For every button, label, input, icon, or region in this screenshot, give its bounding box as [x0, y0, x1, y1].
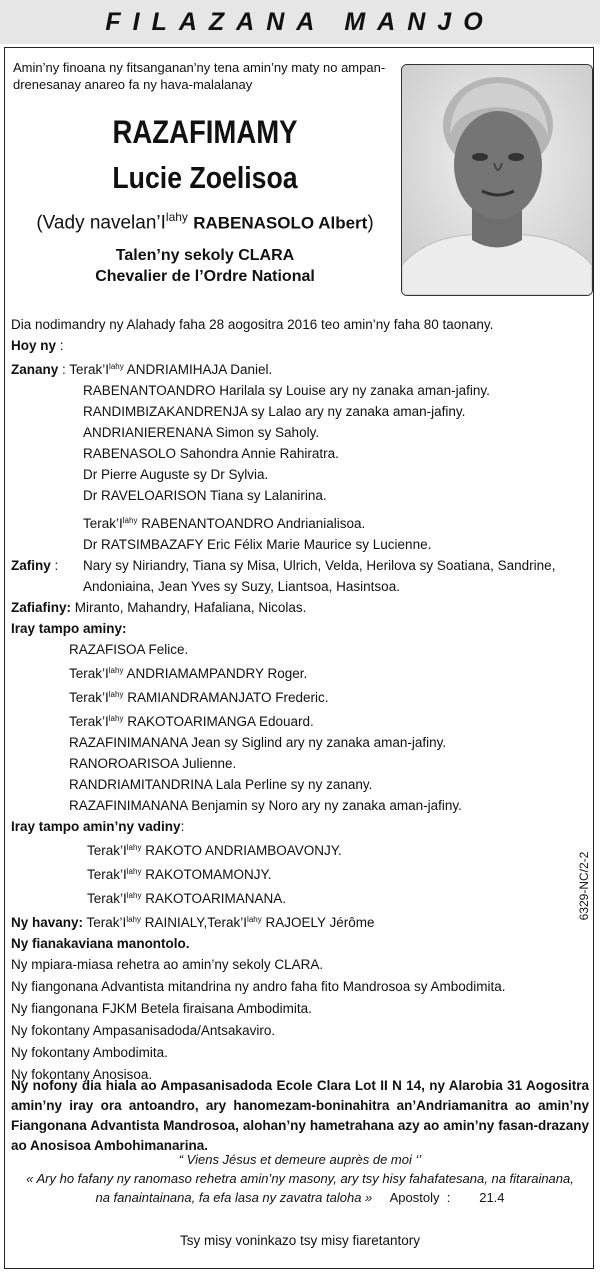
lahy-sup: lahy — [108, 666, 124, 675]
portrait-photo — [401, 64, 593, 296]
other-line: Ny fiangonana FJKM Betela firaisana Ambodimita. — [11, 1001, 312, 1016]
hoy-ny-label: Hoy ny — [11, 338, 57, 353]
vadiny-line — [11, 837, 591, 861]
iray-tampo-prefix: Terak’I — [69, 666, 109, 681]
lahy-sup: lahy — [126, 891, 142, 900]
vadiny-text: RAKOTOARIMANANA. — [141, 891, 286, 906]
header-bar — [0, 0, 600, 44]
death-notice: Dia nodimandry ny Alahady faha 28 aogositra 2016 teo amin’ny faha 80 taonany. — [11, 317, 494, 332]
iray-tampo-line — [11, 732, 591, 753]
lahy-sup: lahy — [122, 516, 138, 525]
vadiny-line — [11, 861, 591, 885]
vadiny-prefix: Terak’I — [87, 843, 127, 858]
iray-tampo-line — [11, 660, 591, 684]
quote-line-3 — [5, 1188, 595, 1207]
notice-body — [11, 314, 591, 1086]
vadiny-prefix: Terak’I — [87, 891, 127, 906]
iray-tampo-aminy-label: Iray tampo aminy: — [11, 621, 127, 636]
iray-tampo-line — [11, 684, 591, 708]
spouse-suffix: ) — [367, 212, 374, 234]
zanany-extra-line: Dr RATSIMBAZAFY Eric Félix Marie Maurice sy Lucienne. — [83, 537, 432, 552]
ny-fianakaviana: Ny fianakaviana manontolo. — [11, 936, 190, 951]
zanany-label: Zanany — [11, 362, 59, 377]
spouse-line — [5, 210, 405, 234]
iray-tampo-vadiny-label-line — [11, 816, 591, 837]
iray-tampo-text: RANDRIAMITANDRINA Lala Perline sy ny zanany. — [69, 777, 373, 792]
zanany-first-text: ANDRIAMIHAJA Daniel. — [123, 362, 273, 377]
ny-havany-label: Ny havany: — [11, 915, 84, 930]
iray-tampo-text: RANOROARISOA Julienne. — [69, 756, 237, 771]
other-line: Ny mpiara-miasa rehetra ao amin’ny sekoly CLARA. — [11, 957, 324, 972]
lahy-sup: lahy — [247, 915, 262, 924]
zanany-line: RABENASOLO Sahondra Annie Rahiratra. — [83, 446, 339, 461]
page-title: FILAZANA MANJO — [105, 7, 495, 36]
deceased-surname: RAZAFIMAMY — [112, 114, 298, 150]
zanany-line: RANDIMBIZAKANDRENJA sy Lalao ary ny zanaka aman-jafiny. — [83, 404, 466, 419]
deceased-titles — [5, 245, 405, 287]
iray-tampo-vadiny-label: Iray tampo amin’ny vadiny — [11, 819, 181, 834]
zafiny-colon: : — [50, 558, 59, 573]
havany-text: RAINIALY, — [141, 915, 208, 930]
iray-tampo-line — [11, 708, 591, 732]
spouse-name: RABENASOLO Albert — [193, 213, 368, 233]
iray-tampo-text: RAMIANDRAMANJATO Frederic. — [123, 690, 329, 705]
quote-line-2: « Ary ho fafany ny ranomaso rehetra amin’ny masony, ary tsy hisy fahafatesana, na fitarainana, — [26, 1171, 574, 1186]
reference-code-wrap — [574, 826, 594, 946]
zafiafiny-line — [11, 597, 591, 618]
vadiny-text: RAKOTOMAMONJY. — [141, 867, 272, 882]
other-line: Ny fokontany Ambodimita. — [11, 1045, 168, 1060]
iray-tampo-line — [11, 639, 591, 660]
zanany-line: Dr RAVELOARISON Tiana sy Lalanirina. — [83, 488, 327, 503]
iray-tampo-text: RAZAFINIMANANA Jean sy Siglind ary ny zanaka aman-jafiny. — [69, 735, 447, 750]
iray-tampo-vadiny-colon: : — [180, 819, 185, 834]
other-line: Ny fiangonana Advantista mitandrina ny andro faha fito Mandrosoa sy Ambodimita. — [11, 979, 506, 994]
title-school: Talen’ny sekoly CLARA — [115, 247, 295, 264]
lahy-sup: lahy — [126, 915, 141, 924]
zafiny-label: Zafiny — [11, 558, 51, 573]
iray-tampo-line — [11, 795, 591, 816]
zanany-extra-text: RABENANTOANDRO Andrianialisoa. — [137, 516, 366, 531]
zanany-first-prefix: Terak’I — [69, 362, 110, 377]
iray-tampo-prefix: Terak’I — [69, 690, 109, 705]
vadiny-prefix: Terak’I — [87, 867, 127, 882]
iray-tampo-line — [11, 774, 591, 795]
vadiny-line — [11, 885, 591, 909]
zanany-extra-prefix: Terak’I — [83, 516, 123, 531]
quote-line-3-text: na fanaintainana, fa efa lasa ny zavatra taloha » — [95, 1190, 373, 1205]
iray-tampo-prefix: Terak’I — [69, 714, 109, 729]
other-line: Ny fokontany Anosisoa. — [11, 1067, 153, 1082]
other-line: Ny fokontany Ampasanisadoda/Antsakaviro. — [11, 1023, 276, 1038]
ny-fianakaviana-line — [11, 933, 591, 954]
zanany-colon: : — [58, 362, 70, 377]
zanany-line: RABENANTOANDRO Harilala sy Louise ary ny zanaka aman-jafiny. — [83, 383, 490, 398]
quote-line-1: “ Viens Jésus et demeure auprès de moi ‘’ — [178, 1152, 422, 1167]
lahy-sup: lahy — [126, 843, 142, 852]
lahy-sup: lahy — [108, 690, 124, 699]
zafiafiny-text: Miranto, Mahandry, Hafaliana, Nicolas. — [71, 600, 307, 615]
havany-text: RAJOELY Jérôme — [261, 915, 375, 930]
deceased-given-names: Lucie Zoelisoa — [112, 160, 298, 195]
reference-code: 6329-NC/2-2 — [577, 851, 591, 921]
zanany-line: Dr Pierre Auguste sy Dr Sylvia. — [83, 467, 269, 482]
notice-frame — [4, 47, 594, 1269]
iray-tampo-text: RAZAFINIMANANA Benjamin sy Noro ary ny zanaka aman-jafiny. — [69, 798, 462, 813]
havany-prefix: Terak’I — [207, 915, 248, 930]
iray-tampo-text: RAKOTOARIMANGA Edouard. — [123, 714, 314, 729]
title-order: Chevalier de l’Ordre National — [95, 268, 315, 285]
hoy-ny-line — [11, 335, 591, 356]
iray-tampo-text: ANDRIAMAMPANDRY Roger. — [123, 666, 308, 681]
zanany-first-line — [11, 356, 591, 380]
portrait-image — [402, 65, 592, 295]
iray-tampo-aminy-label-line — [11, 618, 591, 639]
zafiny-label-wrap — [11, 555, 83, 597]
intro-text: Amin’ny finoana ny fitsanganan’ny tena amin’ny maty no ampan-drenesanay anareo fa ny hava-malalanay — [13, 60, 386, 92]
havany-prefix: Terak’I — [83, 915, 127, 930]
hoy-ny-colon: : — [56, 338, 64, 353]
lahy-sup: lahy — [108, 714, 124, 723]
ceremony-text: Ny nofony dia hiala ao Ampasanisadoda Ecole Clara Lot II N 14, ny Alarobia 31 Aogositra amin’ny iray ora antoandro, ary hanomezam-boninahitra an’Andriamanitra ao amin’ny Fiangonana Advantista Mandrosoa, alohan’ny hametrahana azy ao amin’ny fasan-drazany ao Anosisoa Ambohimanarina. — [11, 1078, 589, 1153]
zafiny-text: Nary sy Niriandry, Tiana sy Misa, Ulrich, Velda, Herilova sy Soatiana, Sandrine, Andoniaina, Jean Yves sy Suzy, Liantsoa, Hasintsoa. — [83, 558, 556, 594]
zafiny-block — [11, 555, 591, 597]
footer-note: Tsy misy voninkazo tsy misy fiaretantory — [179, 1233, 421, 1248]
iray-tampo-text: RAZAFISOA Felice. — [69, 642, 189, 657]
quote-reference: Apostoly : 21.4 — [372, 1190, 505, 1205]
vadiny-text: RAKOTO ANDRIAMBOAVONJY. — [141, 843, 342, 858]
iray-tampo-line — [11, 753, 591, 774]
zafiafiny-label: Zafiafiny: — [11, 600, 72, 615]
lahy-sup: lahy — [126, 867, 142, 876]
zanany-line: ANDRIANIERENANA Simon sy Saholy. — [83, 425, 320, 440]
ny-havany-line — [11, 909, 591, 933]
zanany-extra-line — [11, 510, 591, 534]
spouse-prefix: (Vady navelan’I — [36, 212, 166, 234]
lahy-sup: lahy — [109, 362, 124, 371]
spouse-sup: lahy — [165, 210, 188, 224]
scripture-quote — [5, 1150, 595, 1207]
